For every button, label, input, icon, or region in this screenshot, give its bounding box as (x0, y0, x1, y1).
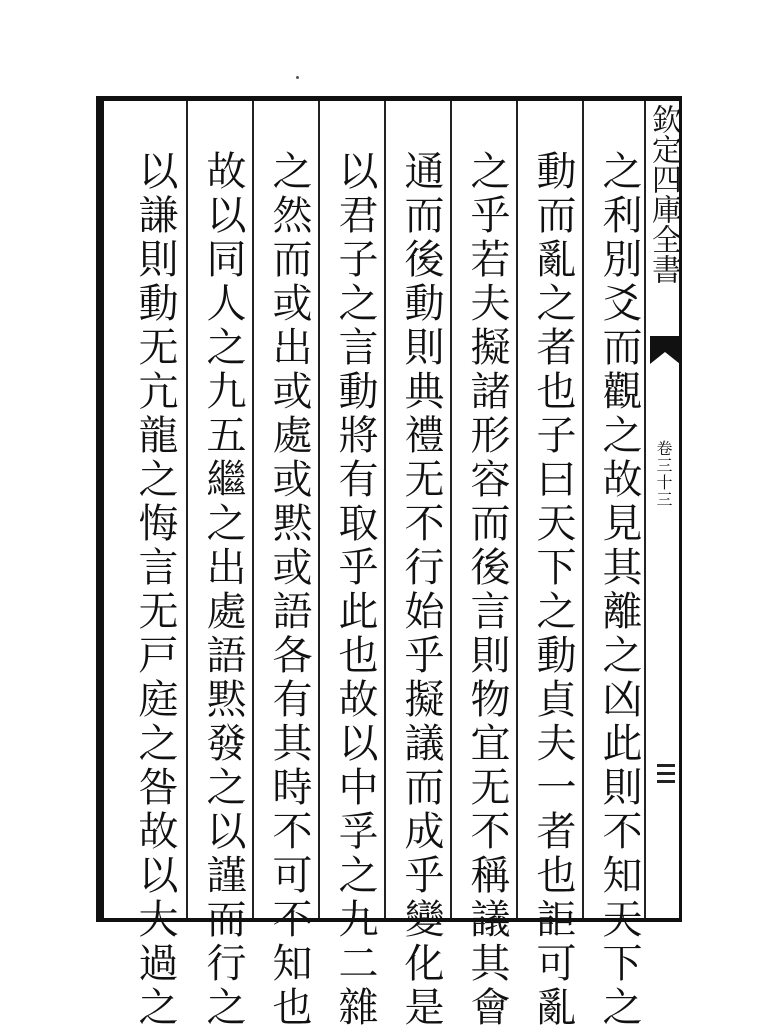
text-column-5: 以君子之言動將有取乎此也故以中孚之九二雜 (332, 150, 378, 1030)
text-column-8: 以謙則動无亢龍之悔言无戸庭之咎故以大過之 (132, 150, 178, 1030)
text-column-4: 通而後動則典禮无不行始乎擬議而成乎變化是 (398, 150, 444, 1030)
column-divider (186, 101, 188, 918)
page-mark-icon (655, 762, 677, 786)
text-column-7: 故以同人之九五繼之出處語黙發之以謹而行之 (200, 150, 246, 1030)
fishtail-mark-icon (650, 336, 680, 364)
volume-label: 卷三十三 (654, 440, 673, 508)
book-title: 欽定四庫全書 (646, 104, 681, 284)
text-column-1: 之利別爻而觀之故見其離之凶此則不知天下之 (596, 150, 642, 1030)
ink-speck (296, 76, 299, 79)
text-column-2: 動而亂之者也子曰天下之動貞夫一者也詎可亂 (530, 150, 576, 1030)
text-column-6: 之然而或出或處或黙或語各有其時不可不知也 (266, 150, 312, 1030)
text-column-3: 之乎若夫擬諸形容而後言則物宜无不稱議其會 (464, 150, 510, 1030)
